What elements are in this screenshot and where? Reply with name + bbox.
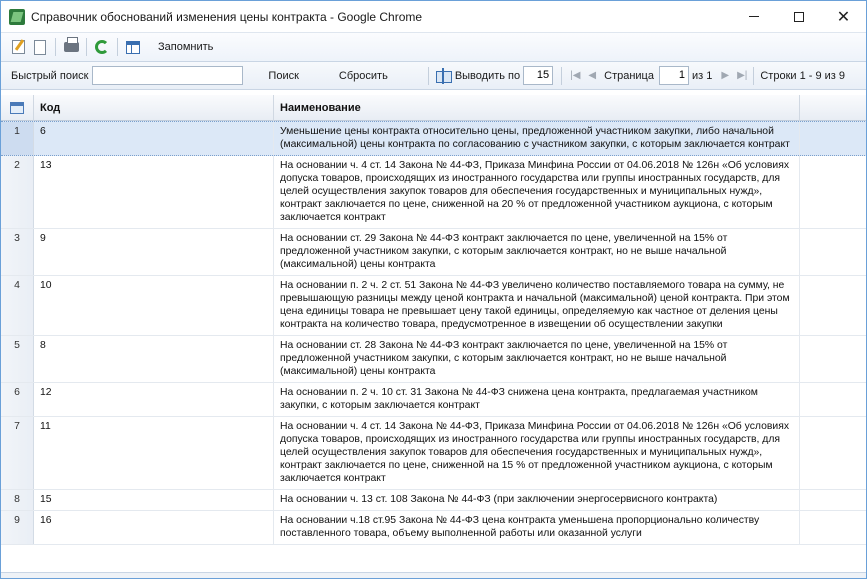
quick-search-input[interactable]	[92, 66, 243, 85]
title-bar	[1, 1, 866, 32]
row-number: 1	[1, 122, 34, 155]
refresh-button[interactable]	[93, 38, 111, 56]
remember-button[interactable]: Запомнить	[158, 41, 214, 53]
table-row[interactable]	[1, 229, 867, 276]
search-divider	[428, 67, 429, 85]
column-header-code[interactable]: Код	[34, 95, 274, 121]
row-number: 3	[1, 229, 34, 275]
table-settings-button[interactable]	[124, 38, 142, 56]
toolbar	[1, 32, 866, 62]
first-page-icon[interactable]: |◀	[570, 70, 581, 81]
code-cell: 10	[34, 276, 274, 335]
name-cell: На основании ч. 13 ст. 108 Закона № 44-ФЗ (при заключении энергосервисного контракта)	[274, 490, 800, 510]
page-label: Страница	[604, 69, 654, 82]
search-bar	[1, 62, 866, 90]
grid-column-menu[interactable]	[1, 95, 34, 121]
edit-icon	[12, 40, 25, 54]
rows-info: Строки 1 - 9 из 9	[760, 69, 846, 82]
close-icon: ✕	[836, 8, 851, 26]
table-settings-icon	[126, 41, 140, 54]
grid-icon	[10, 102, 24, 114]
new-document-button[interactable]	[31, 38, 49, 56]
page-input[interactable]: 1	[659, 66, 689, 85]
last-page-icon[interactable]: ▶|	[737, 70, 748, 81]
code-cell: 12	[34, 383, 274, 416]
toolbar-divider	[55, 38, 56, 56]
refresh-icon	[95, 40, 109, 54]
row-number: 4	[1, 276, 34, 335]
name-cell: На основании ст. 28 Закона № 44-ФЗ контракт заключается по цене, увеличенной на 15% от предложенной участником закупки, с которым заключается контракт, но не выше начальной (максимальной) цены контракта	[274, 336, 800, 382]
per-page-label: Выводить по	[454, 69, 521, 82]
quick-search-label: Быстрый поиск	[11, 69, 89, 82]
pager-divider	[753, 67, 754, 85]
print-button[interactable]	[62, 38, 80, 56]
window-title: Справочник обоснований изменения цены контракта - Google Chrome	[31, 9, 423, 24]
code-cell: 15	[34, 490, 274, 510]
table-row[interactable]	[1, 511, 867, 545]
per-page-input[interactable]: 15	[523, 66, 553, 85]
table-row[interactable]	[1, 417, 867, 490]
row-number: 6	[1, 383, 34, 416]
window-controls	[731, 1, 866, 32]
name-cell: На основании п. 2 ч. 10 ст. 31 Закона № 44-ФЗ снижена цена контракта, предлагаемая участником закупки, с которым заключается контракт	[274, 383, 800, 416]
prev-page-icon[interactable]: ◀	[588, 70, 597, 81]
minimize-icon	[749, 16, 759, 17]
columns-icon[interactable]	[435, 68, 451, 84]
code-cell: 11	[34, 417, 274, 489]
print-icon	[64, 42, 79, 52]
table-row[interactable]	[1, 490, 867, 511]
name-cell: Уменьшение цены контракта относительно цены, предложенной участником закупки, либо начальной (максимальной) цены контракта по согласованию с участником закупки, с которым заключается контракт	[274, 122, 800, 155]
row-number: 7	[1, 417, 34, 489]
grid-scrollbar[interactable]	[1, 572, 867, 578]
pager-divider	[561, 67, 562, 85]
code-cell: 13	[34, 156, 274, 228]
name-cell: На основании ч. 4 ст. 14 Закона № 44-ФЗ, Приказа Минфина России от 04.06.2018 № 126н «Об условиях допуска товаров, происходящих из иностранного государства или группы иностранных государств, для целей осуществления закупок товаров для обеспечения государственных и муниципальных нужд», контракт заключается по цене, сниженной на 20 % от предложенной участником аукциона, с которым заключается контракт	[274, 156, 800, 228]
row-number: 2	[1, 156, 34, 228]
name-cell: На основании ч. 4 ст. 14 Закона № 44-ФЗ, Приказа Минфина России от 04.06.2018 № 126н «Об условиях допуска товаров, происходящих из иностранного государства или группы иностранных государств, для целей осуществления закупок товаров для обеспечения государственных и муниципальных нужд», контракт заключается по цене, сниженной на 15 % от предложенной участником аукциона, с которым заключается контракт	[274, 417, 800, 489]
table-row[interactable]	[1, 121, 867, 156]
minimize-button[interactable]	[731, 1, 776, 32]
toolbar-divider	[117, 38, 118, 56]
grid-header	[1, 95, 867, 121]
code-cell: 8	[34, 336, 274, 382]
code-cell: 16	[34, 511, 274, 544]
row-number: 9	[1, 511, 34, 544]
row-number: 8	[1, 490, 34, 510]
next-page-icon[interactable]: ▶	[721, 70, 730, 81]
code-cell: 9	[34, 229, 274, 275]
data-grid	[1, 95, 867, 578]
grid-body	[1, 121, 867, 545]
table-row[interactable]	[1, 336, 867, 383]
table-row[interactable]	[1, 156, 867, 229]
name-cell: На основании ч.18 ст.95 Закона № 44-ФЗ цена контракта уменьшена пропорционально количеству поставленного товара, объему выполненной работы или оказанной услуги	[274, 511, 800, 544]
row-number: 5	[1, 336, 34, 382]
close-button[interactable]	[821, 1, 866, 32]
maximize-icon	[794, 12, 804, 22]
edit-button[interactable]	[9, 38, 27, 56]
page-total: из 1	[691, 69, 713, 82]
table-row[interactable]	[1, 383, 867, 417]
toolbar-divider	[86, 38, 87, 56]
reset-button[interactable]: Сбросить	[338, 69, 388, 82]
table-row[interactable]	[1, 276, 867, 336]
maximize-button[interactable]	[776, 1, 821, 32]
code-cell: 6	[34, 122, 274, 155]
name-cell: На основании ст. 29 Закона № 44-ФЗ контракт заключается по цене, увеличенной на 15% от предложенной участником закупки, с которым заключается контракт, но не выше начальной (максимальной) цены контракта	[274, 229, 800, 275]
name-cell: На основании п. 2 ч. 2 ст. 51 Закона № 44-ФЗ увеличено количество поставляемого товара на сумму, не превышающую разницы между ценой контракта и начальной (максимальной) ценой контракта. При этом цена единицы товара не превышает цену такой единицы, определяемую как частное от деления цены контракта на количество товара, предусмотренное в извещении об осуществлении закупки	[274, 276, 800, 335]
app-logo-icon	[9, 9, 25, 25]
new-document-icon	[34, 40, 46, 55]
search-button[interactable]: Поиск	[268, 69, 299, 82]
column-header-name[interactable]: Наименование	[274, 95, 800, 121]
